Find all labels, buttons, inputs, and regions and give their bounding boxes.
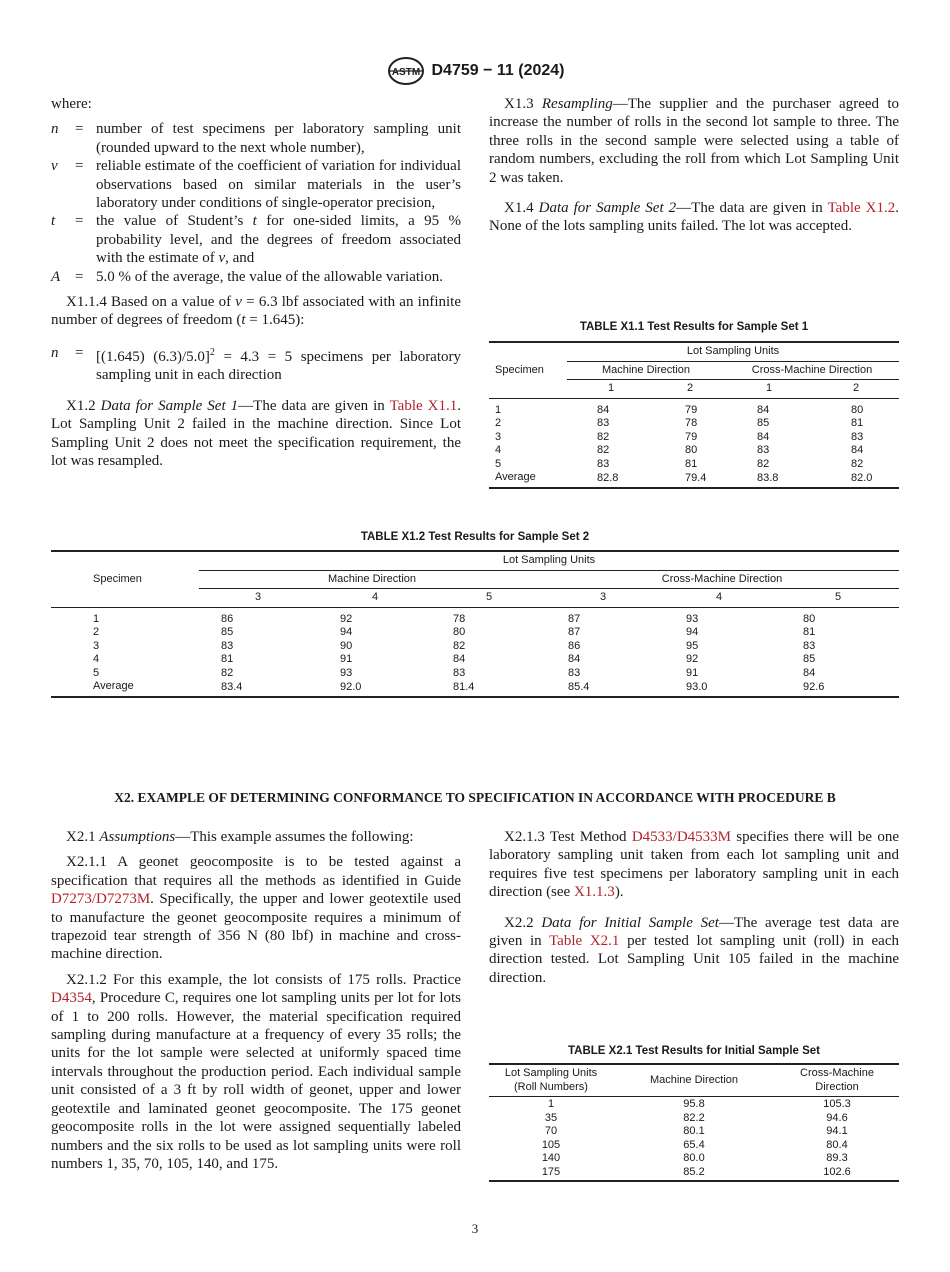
paragraph-x2-1: X2.1 Assumptions—This example assumes the following: — [66, 829, 414, 845]
table-x1-2-link[interactable]: Table X1.2 — [827, 200, 896, 217]
paragraph-x1-3: X1.3 Resampling—The supplier and the purchaser agreed to increase the number of rolls in the second lot sample to three. The three rolls in the second sample were selected using a table of random numbers, excluding the roll from which Lot Sampling Unit 2 was taken. — [489, 96, 899, 186]
table-x2-1 — [489, 1063, 899, 1182]
table-row: 3 83 90 82 86 95 83 — [93, 639, 816, 652]
specimen-header: Specimen — [51, 551, 199, 607]
col-header: 4 — [661, 589, 777, 608]
where-label: where: — [51, 96, 92, 112]
col-header: 2 — [655, 380, 725, 399]
col-header: 4 — [317, 589, 433, 608]
table-x1-2-title: TABLE X1.2 Test Results for Sample Set 2 — [360, 531, 590, 543]
page-header — [0, 56, 950, 86]
lot-units-header: Lot Sampling Units — [567, 342, 899, 361]
table-row: 35 82.2 94.6 — [544, 1111, 848, 1124]
d4533-link[interactable]: D4533/D4533M — [631, 829, 731, 845]
lot-units-header: Lot Sampling Units (Roll Numbers) — [489, 1064, 613, 1097]
col-header: 3 — [199, 589, 317, 608]
table-row: 4 82 80 83 84 — [495, 444, 864, 456]
machine-direction-header: Machine Direction — [199, 570, 545, 589]
col-header: 5 — [433, 589, 545, 608]
right-column — [489, 95, 899, 243]
section-x2-heading: X2. EXAMPLE OF DETERMINING CONFORMANCE TO SPECIFICATION IN ACCORDANCE WITH PROCEDURE B — [114, 790, 836, 805]
table-row: 5 82 93 83 83 91 84 — [93, 666, 816, 679]
specimen-header: Specimen — [489, 342, 567, 398]
table-row: 175 85.2 102.6 — [489, 1166, 899, 1182]
table-row: 1 86 92 78 87 93 80 — [93, 612, 816, 625]
paragraph-x2-1-1: X2.1.1 A geonet geocomposite is to be tested against a specification that requires all the methods as identified in Guide D7273/D7273M. Specifically, the upper and lower geotextile used to manufacture the geonet geocomposite requires a minimum of trapezoid tear strength of 356 N (80 lbf) in machine and cross-machine direction. — [51, 854, 461, 963]
definition-a: A = 5.0 % of the average, the value of the allowable variation. — [51, 268, 443, 285]
table-x2-1-title: TABLE X2.1 Test Results for Initial Sample Set — [568, 1045, 820, 1057]
col-header: 2 — [813, 380, 899, 399]
paragraph-x2-1-2: X2.1.2 For this example, the lot consists of 175 rolls. Practice D4354, Procedure C, requires one lot sampling units per lot for lots of 1 to 200 rolls. However, the material specification required sampling during manufacture at a frequency of every 35 rolls; the units for the lot sample were selected at uniformly spaced time intervals throughout the production period. Each individual sample unit consisted of a 3 ft by roll width of geonet, upper and lower geotextile and laminated geonet geocomposite. The 175 geonet geocomposite rolls in the lot were assigned sequentially labeled numbers and the six rolls to be used as lot sampling units were roll numbers 1, 35, 70, 105, 140, and 175. — [51, 971, 461, 1172]
table-x2-1-link[interactable]: Table X2.1 — [549, 933, 620, 950]
document-code: D4759 − 11 (2024) — [431, 62, 565, 79]
definition-n: n = number of test specimens per laboratory sampling unit (rounded upward to the next whole number), — [51, 121, 461, 156]
paragraph-x2-1-3: X2.1.3 Test Method D4533/D4533M specifies there will be one laboratory sampling unit taken from each lot sampling unit and requires five test specimens per laboratory sampling unit in each direction (see X1.1.3). — [489, 829, 899, 901]
table-row: 70 80.1 94.1 — [544, 1125, 848, 1137]
x1-1-3-link[interactable]: X1.1.3 — [573, 884, 615, 901]
x2-left-column — [51, 828, 461, 1180]
table-row: 140 80.0 89.3 — [541, 1152, 848, 1164]
table-row: 2 83 78 85 81 — [495, 417, 864, 429]
table-row: 5 83 81 82 82 — [495, 457, 864, 470]
table-row: 105 65.4 80.4 — [541, 1138, 848, 1151]
paragraph-x1-4: X1.4 Data for Sample Set 2—The data are given in Table X1.2. None of the lots sampling units failed. The lot was accepted. — [489, 200, 900, 235]
cross-machine-header: Cross-Machine Direction — [545, 570, 899, 589]
paragraph-x1-1-4: X1.1.4 Based on a value of v = 6.3 lbf associated with an infinite number of degrees of freedom (t = 1.645): — [51, 294, 461, 329]
table-x1-2 — [51, 550, 899, 698]
astm-logo-icon — [386, 56, 426, 86]
definition-v: v = reliable estimate of the coefficient of variation for individual observations based on similar materials in the user’s laboratory under conditions of single-operator precision, — [51, 158, 461, 212]
col-header: 5 — [777, 589, 899, 608]
definition-t: t = the value of Student’s t for one-sided limits, a 95 % probability level, and the degrees of freedom associated with the estimate of v, and — [51, 213, 461, 267]
cross-machine-header: Cross-Machine Direction — [775, 1064, 899, 1097]
equation-n: n = [(1.645) (6.3)/5.0]$^2$ = 4.3 = 5 specimens per laboratory sampling unit in each direction — [51, 344, 462, 384]
svg-text:ASTM: ASTM — [391, 67, 420, 78]
lot-units-header: Lot Sampling Units — [199, 551, 899, 570]
table-row: 3 82 79 84 83 — [495, 430, 864, 443]
paragraph-x2-2: X2.2 Data for Initial Sample Set—The average test data are given in Table X2.1 per tested lot sampling unit (roll) in each direction tested. Lot Sampling Unit 105 failed in the machine direction. — [489, 914, 899, 986]
table-row: 4 81 91 84 84 92 85 — [93, 653, 816, 665]
table-row: 1 95.8 105.3 — [547, 1098, 851, 1110]
cross-machine-header: Cross-Machine Direction — [725, 361, 899, 380]
page-number: 3 — [471, 1221, 479, 1236]
paragraph-x1-2: X1.2 Data for Sample Set 1—The data are given in Table X1.1. Lot Sampling Unit 2 failed in the machine direction. Since Lot Sampling Unit 2 does not meet the specification requirement, the lot was resampled. — [51, 397, 462, 469]
table-x1-1-title: TABLE X1.1 Test Results for Sample Set 1 — [579, 321, 809, 333]
table-row-average: Average 82.8 79.4 83.8 82.0 — [489, 471, 899, 488]
machine-direction-header: Machine Direction — [613, 1064, 775, 1097]
col-header: 1 — [725, 380, 813, 399]
left-column — [51, 95, 461, 477]
x2-right-column — [489, 828, 899, 994]
table-x1-1-link[interactable]: Table X1.1 — [389, 397, 458, 414]
table-row-average: Average 83.4 92.0 81.4 85.4 93.0 92.6 — [51, 680, 899, 697]
machine-direction-header: Machine Direction — [567, 361, 725, 380]
table-x1-1 — [489, 341, 899, 489]
d4354-link[interactable]: D4354 — [51, 990, 92, 1007]
col-header: 1 — [567, 380, 655, 399]
col-header: 3 — [545, 589, 661, 608]
table-row: 2 85 94 80 87 94 81 — [93, 626, 816, 638]
table-row: 1 84 79 84 80 — [495, 403, 864, 416]
d7273-link[interactable]: D7273/D7273M — [51, 891, 151, 908]
